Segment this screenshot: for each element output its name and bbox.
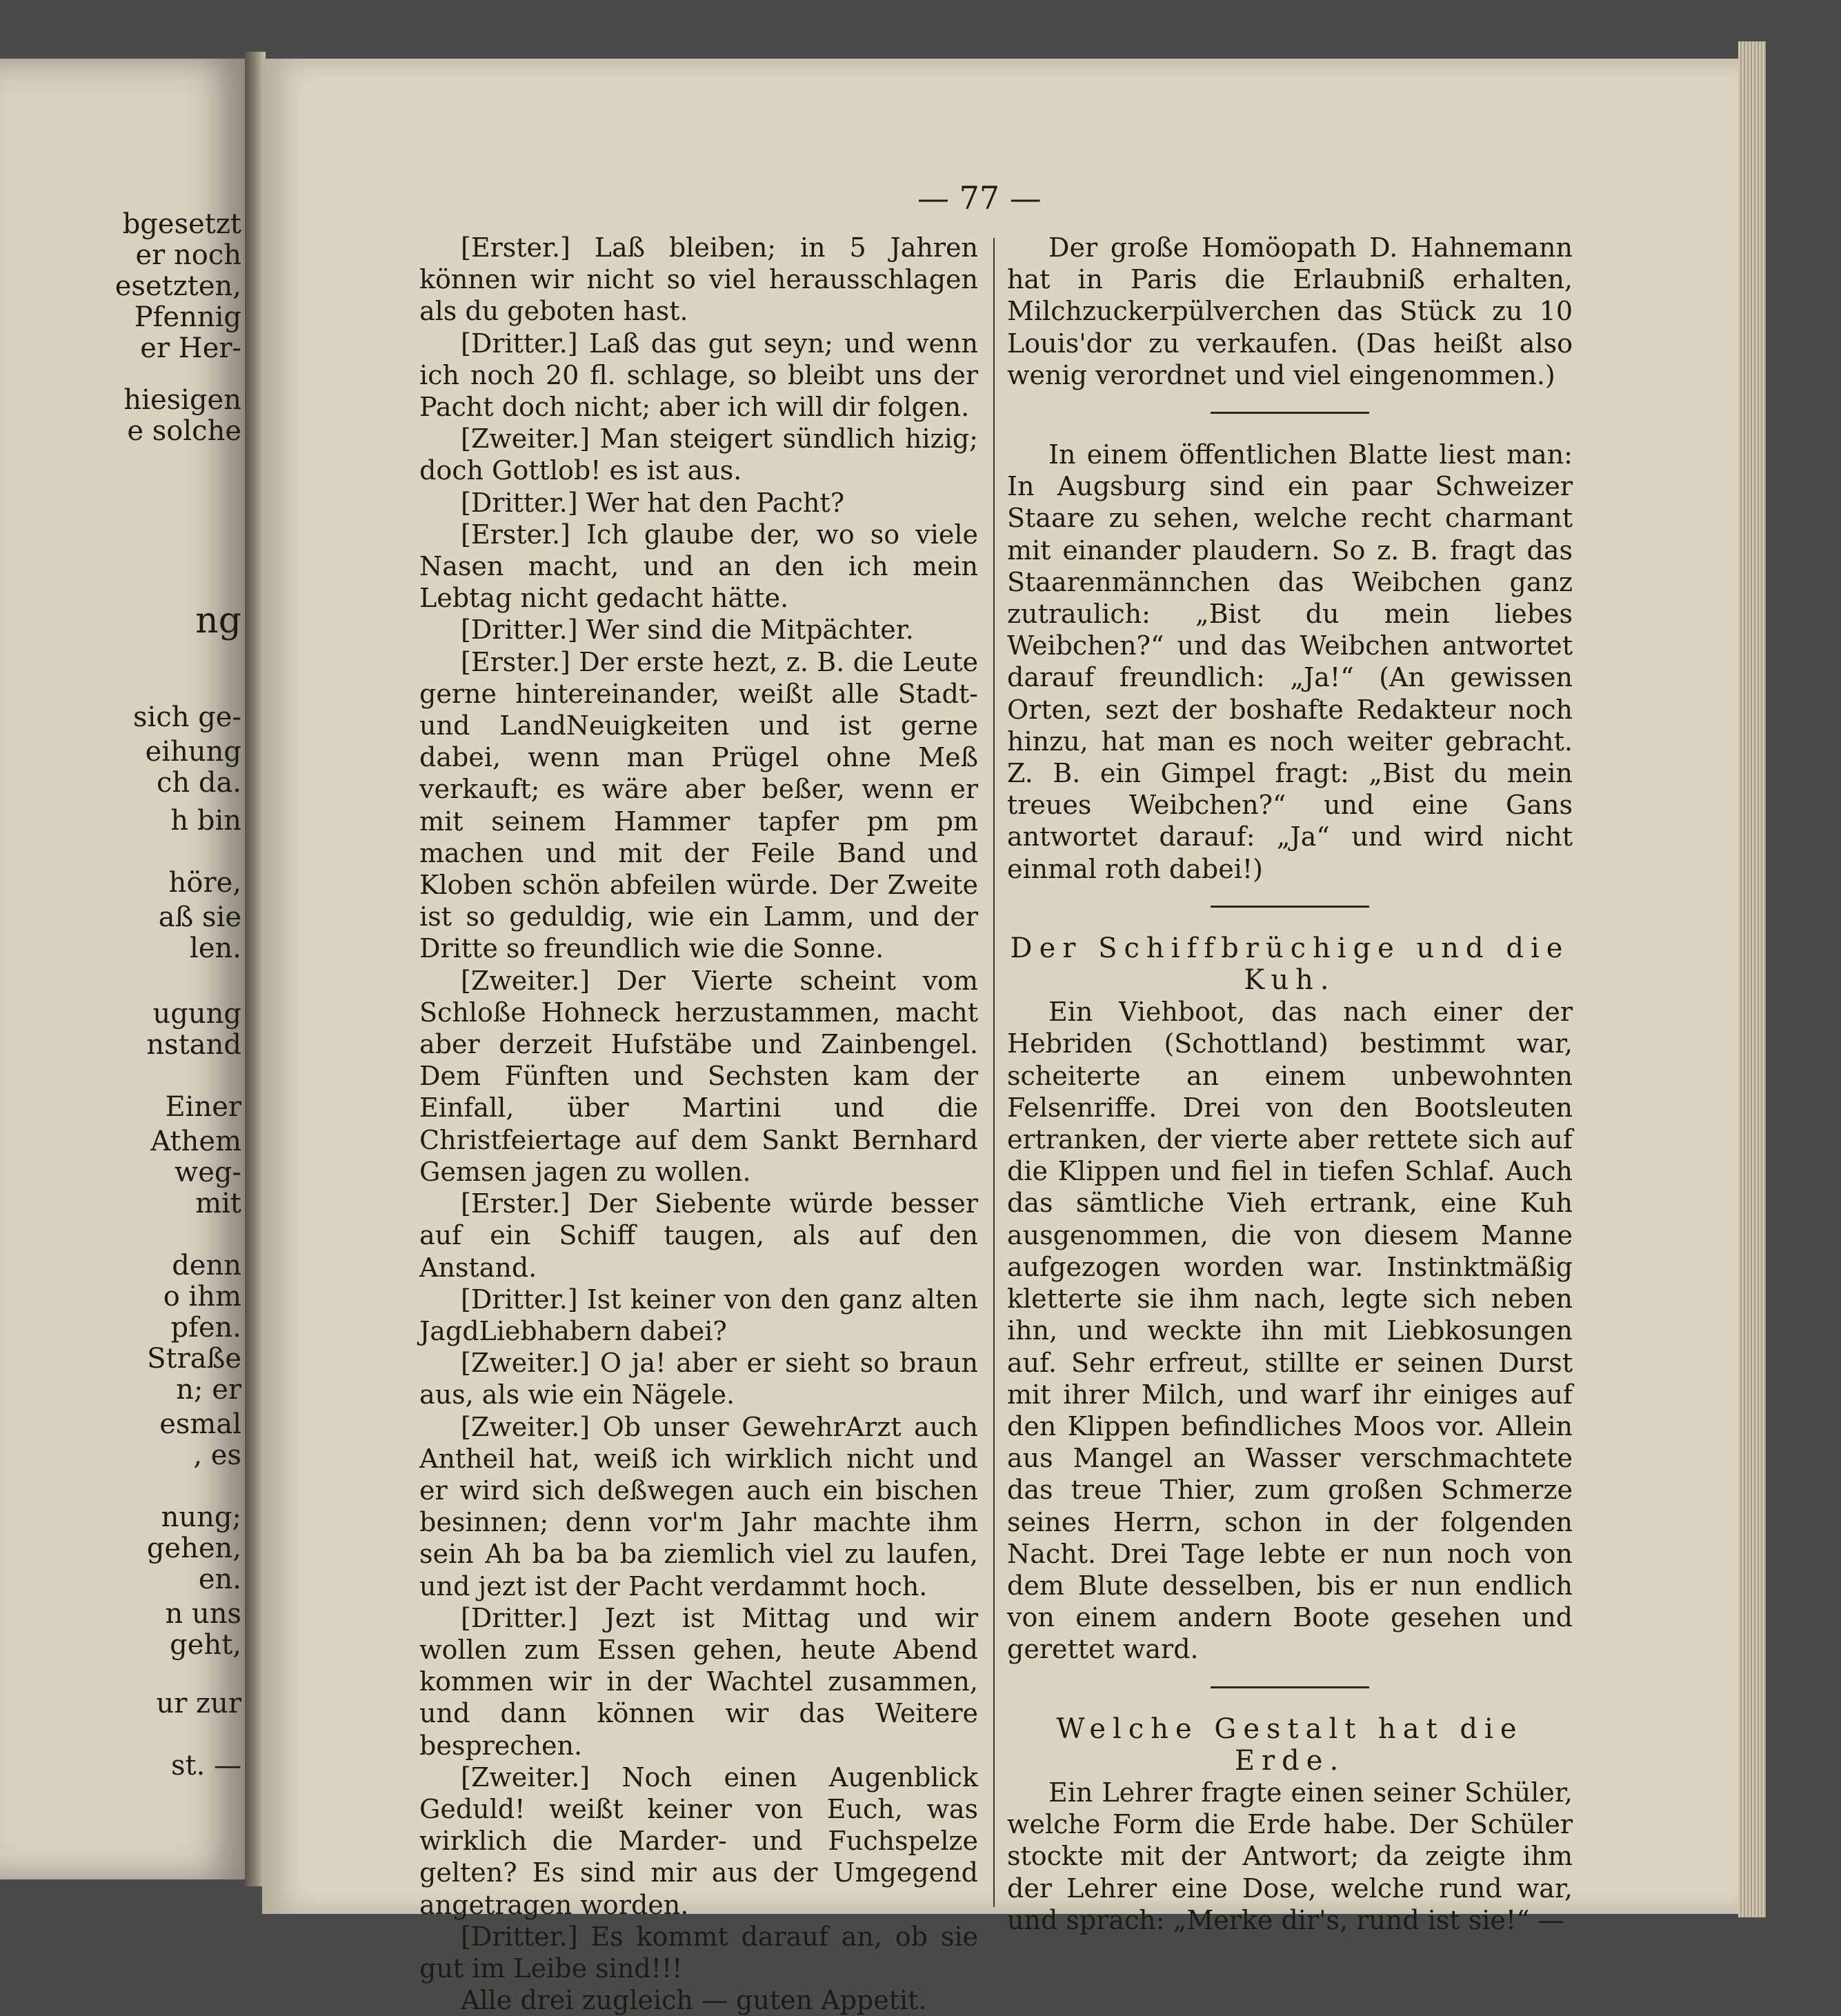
paragraph: [Erster.] Laß bleiben; in 5 Jahren können wir nicht so viel herausschlagen als du geboten hast. — [419, 232, 978, 327]
left-page-fragment: weg- — [174, 1157, 241, 1188]
left-page-fragment: nstand — [146, 1029, 241, 1061]
left-page-fragment: er noch — [135, 239, 241, 271]
left-page-fragment: er Her- — [140, 332, 241, 364]
article-staare: In einem öffentlichen Blatte liest man: In Augsburg sind ein paar Schweizer Staare zu sehen, welche recht charmant mit einander plaudern. So z. B. fragt das Staarenmännchen das Weibchen ganz zutraulich: „Bist du mein liebes Weibchen?“ und das Weibchen antwortet darauf freundlich: „Ja!“ (An gewissen Orten, sezt der boshafte Redakteur noch hinzu, hat man es noch weiter gebracht. Z. B. ein Gimpel fragt: „Bist du mein treues Weibchen?“ und eine Gans antwortet darauf: „Ja“ und wird nicht einmal roth dabei!) — [1007, 439, 1573, 884]
left-page-fragment: denn — [172, 1250, 241, 1281]
paragraph: [Dritter.] Laß das gut seyn; und wenn ich noch 20 fl. schlage, so bleibt uns der Pacht doch nicht; aber ich will dir folgen. — [419, 328, 978, 423]
article-hahnemann: Der große Homöopath D. Hahnemann hat in Paris die Erlaubniß erhalten, Milchzuckerpülverchen das Stück zu 10 Louis'dor zu verkaufen. (Das heißt also wenig verordnet und viel eingenommen.) — [1007, 232, 1573, 390]
paragraph: [Dritter.] Jezt ist Mittag und wir wollen zum Essen gehen, heute Abend kommen wir in der Wachtel zusammen, und dann können wir das Weitere besprechen. — [419, 1602, 978, 1761]
left-page-fragment: hiesigen — [123, 384, 241, 416]
paragraph: [Zweiter.] Noch einen Augenblick Geduld! weißt keiner von Euch, was wirklich die Marder- und Fuchspelze gelten? Es sind mir aus der Umgegend angetragen worden. — [419, 1761, 978, 1920]
left-page-fragment: len. — [190, 932, 241, 964]
left-page-fragment: st. — — [170, 1750, 241, 1782]
left-page-fragment: sich ge- — [133, 701, 241, 733]
left-page-fragment: ugung — [152, 998, 241, 1030]
left-page-fragment: h bin — [170, 805, 241, 837]
paragraph: [Zweiter.] Ob unser GewehrArzt auch Antheil hat, weiß ich wirklich nicht und er wird sich deßwegen auch ein bischen besinnen; denn vor'm Jahr machte ihm sein Ah ba ba ba ziemlich viel zu laufen, und jezt ist der Pacht verdammt hoch. — [419, 1411, 978, 1601]
paragraph: [Dritter.] Wer sind die Mitpächter. — [461, 615, 914, 646]
left-page-fragment: Straße — [147, 1343, 241, 1375]
left-page-fragment: nung; — [161, 1501, 241, 1533]
page-number: — 77 — — [917, 179, 1042, 217]
left-page-fragment: geht, — [170, 1629, 241, 1661]
left-page-fragment: n; er — [176, 1374, 241, 1406]
left-page-fragment: en. — [198, 1564, 241, 1595]
page-edges — [1738, 41, 1766, 1917]
right-column — [1007, 232, 1573, 1936]
paragraph: [Zweiter.] Man steigert sündlich hizig; doch Gottlob! es ist aus. — [419, 423, 978, 486]
paragraph: [Dritter.] Ist keiner von den ganz alten JagdLiebhabern dabei? — [419, 1284, 978, 1346]
article-schiffbruechige: Ein Viehboot, das nach einer der Hebriden (Schottland) bestimmt war, scheiterte an einem unbewohnten Felsenriffe. Drei von den Bootsleuten ertranken, der vierte aber rettete sich auf die Klippen und fiel in tiefen Schlaf. Auch das sämtliche Vieh ertrank, eine Kuh ausgenommen, die von diesem Manne aufgezogen worden war. Instinktmäßig kletterte sie ihm nach, legte sich neben ihn, und weckte ihn mit Liebkosungen auf. Sehr erfreut, stillte er seinen Durst mit ihrer Milch, und warf ihr einiges auf den Klippen befindliches Moos vor. Allein aus Mangel an Wasser verschmachtete das treue Thier, zum großen Schmerze seines Herrn, schon in der folgenden Nacht. Drei Tage lebte er nun noch von dem Blute desselben, bis er nun endlich von einem andern Boote gesehen und gerettet ward. — [1007, 997, 1573, 1665]
paragraph: [Dritter.] Es kommt darauf an, ob sie gut im Leibe sind!!! — [419, 1921, 978, 1984]
left-page-fragment: bgesetzt — [122, 208, 241, 240]
paragraph: [Erster.] Ich glaube der, wo so viele Nasen macht, und an den ich mein Lebtag nicht gedacht hätte. — [419, 519, 978, 614]
left-page-fragment: esmal — [159, 1408, 241, 1440]
article-heading: Der Schiffbrüchige und die Kuh. — [1010, 932, 1570, 997]
left-page-fragment: mit — [195, 1188, 241, 1219]
article-erde: Ein Lehrer fragte einen seiner Schüler, welche Form die Erde habe. Der Schüler stockte mit der Antwort; da zeigte ihm der Lehrer eine Dose, welche rund war, und sprach: „Merke dir's, rund ist sie!“ — — [1007, 1777, 1573, 1935]
left-page-fragment: n uns — [165, 1598, 241, 1630]
left-page-fragment: gehen, — [146, 1533, 241, 1564]
left-page-fragment: e solche — [127, 415, 241, 447]
left-page-fragment: o ihm — [163, 1281, 241, 1313]
left-page-fragment: aß sie — [158, 901, 241, 933]
separator-rule — [1211, 412, 1369, 414]
left-page-fragment: höre, — [168, 867, 241, 899]
left-page-fragment: Einer — [165, 1091, 241, 1123]
left-page-fragment: esetzten, — [115, 270, 241, 302]
paragraph: [Zweiter.] O ja! aber er sieht so braun aus, als wie ein Nägele. — [419, 1348, 978, 1410]
left-page-fragment: Pfennig — [134, 301, 241, 333]
separator-rule — [1211, 906, 1369, 908]
closing-line: Alle drei zugleich — guten Appetit. — [461, 1985, 927, 2016]
paragraph: [Zweiter.] Der Vierte scheint vom Schloße Hohneck herzustammen, macht aber derzeit Hufstäbe und Zainbengel. Dem Fünften und Sechsten kam der Einfall, über Martini und die Christfeiertage auf dem Sankt Bernhard Gemsen jagen zu wollen. — [419, 965, 978, 1187]
paragraph: [Dritter.] Wer hat den Pacht? — [461, 487, 845, 518]
paragraph: [Erster.] Der Siebente würde besser auf ein Schiff taugen, als auf den Anstand. — [419, 1188, 978, 1283]
left-column — [419, 232, 978, 2016]
paragraph: [Erster.] Der erste hezt, z. B. die Leute gerne hintereinander, weißt alle Stadt- und LandNeuigkeiten und ist gerne dabei, wenn man Prügel ohne Meß verkauft; es wäre aber beßer, wenn er mit seinem Hammer tapfer pm pm machen und mit der Feile Band und Kloben schön abfeilen würde. Der Zweite ist so geduldig, wie ein Lamm, und der Dritte so freundlich wie die Sonne. — [419, 646, 978, 964]
left-page — [0, 59, 248, 1879]
left-page-fragment: eihung — [145, 736, 241, 768]
column-divider — [993, 238, 995, 1907]
article-heading: Welche Gestalt hat die Erde. — [1056, 1713, 1524, 1777]
separator-rule — [1211, 1686, 1369, 1688]
left-page-fragment: ur zur — [156, 1688, 241, 1719]
left-page-fragment: Athem — [150, 1126, 241, 1157]
left-page-fragment: pfen. — [170, 1312, 241, 1344]
left-page-fragment: ch da. — [156, 767, 241, 799]
left-page-fragment: ng — [195, 600, 241, 641]
left-page-fragment: , es — [193, 1439, 241, 1471]
